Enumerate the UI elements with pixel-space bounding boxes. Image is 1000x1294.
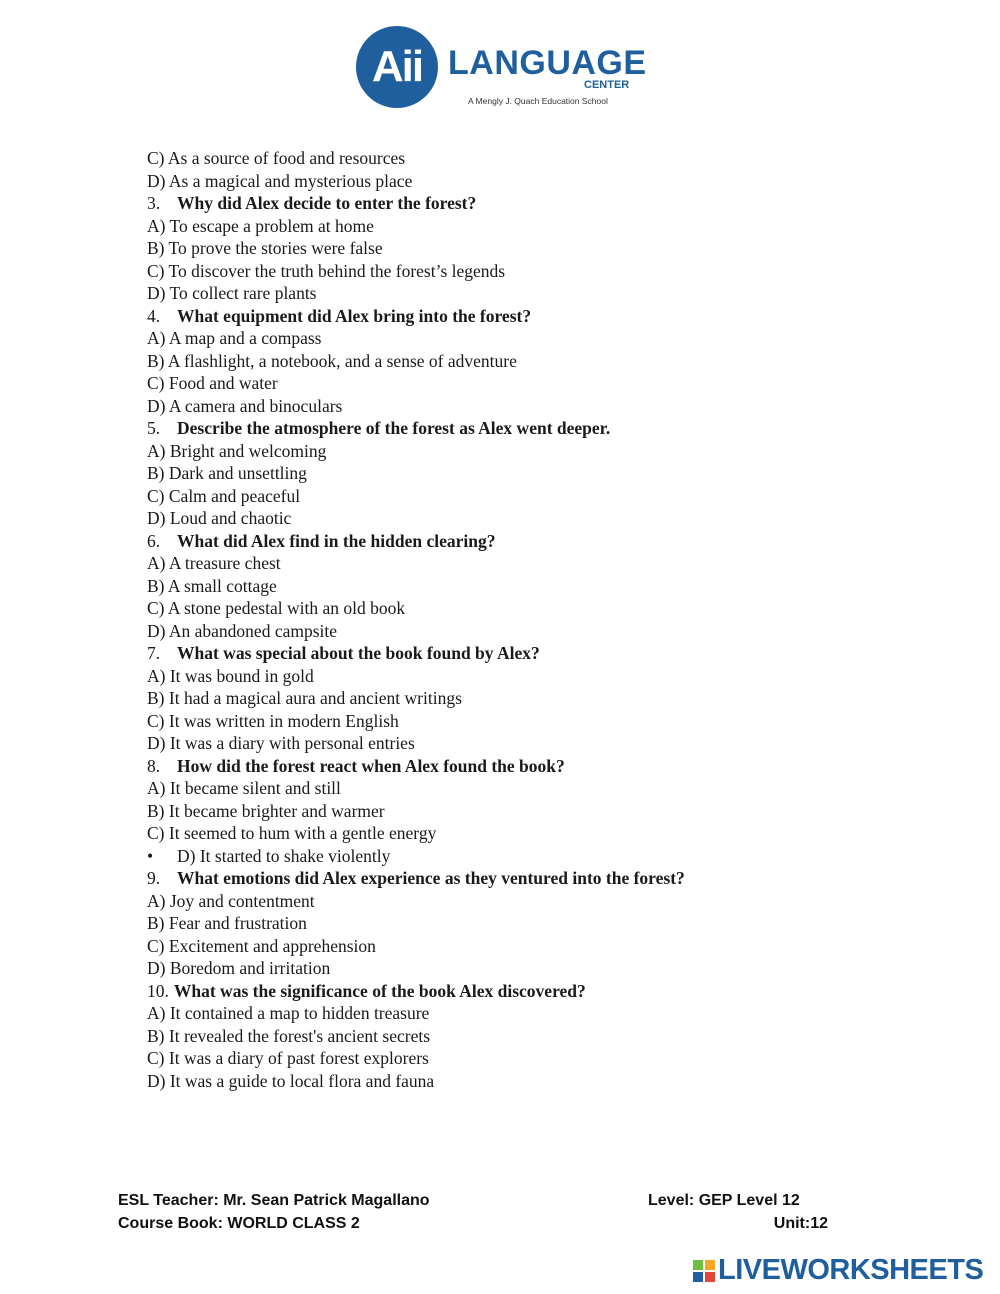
question-line <box>147 755 847 778</box>
answer-option: B) It had a magical aura and ancient writings <box>147 688 462 708</box>
unit-label: Unit:12 <box>773 1215 828 1232</box>
question-text: What emotions did Alex experience as they ventured into the forest? <box>177 868 685 888</box>
question-text: Describe the atmosphere of the forest as Alex went deeper. <box>177 418 611 438</box>
question-text: What was the significance of the book Alex discovered? <box>173 980 586 1001</box>
question-line <box>147 417 847 440</box>
bullet-icon: • <box>147 845 154 866</box>
question-number: 3. <box>147 193 161 213</box>
answer-option: D) As a magical and mysterious place <box>147 170 413 191</box>
answer-option: A) Joy and contentment <box>147 890 315 911</box>
question-line <box>147 980 847 1003</box>
answer-option: D) A camera and binoculars <box>147 395 343 416</box>
answer-option: A) A treasure chest <box>147 553 281 573</box>
level-label: Level: GEP Level 12 <box>648 1192 800 1209</box>
answer-option: B) It became brighter and warmer <box>147 800 385 821</box>
answer-option: B) A flashlight, a notebook, and a sense of adventure <box>147 350 517 371</box>
question-text: What equipment did Alex bring into the forest? <box>177 305 532 326</box>
question-text: What was special about the book found by Alex? <box>177 643 540 663</box>
liveworksheets-logo[interactable] <box>693 1253 983 1287</box>
answer-option: D) Boredom and irritation <box>147 958 331 978</box>
answer-option: A) It became silent and still <box>147 778 341 798</box>
question-text: Why did Alex decide to enter the forest? <box>177 193 477 213</box>
course-book-label: Course Book: WORLD CLASS 2 <box>118 1215 360 1232</box>
question-text: How did the forest react when Alex found the book? <box>177 755 565 776</box>
answer-option: D) It was a diary with personal entries <box>147 733 415 753</box>
language-center-logo <box>356 26 647 110</box>
liveworksheets-blocks-icon <box>693 1260 715 1282</box>
answer-option: A) It was bound in gold <box>147 665 314 686</box>
answer-option: C) A stone pedestal with an old book <box>147 598 406 618</box>
logo-tagline: A Mengly J. Quach Education School <box>468 96 608 106</box>
question-number: 4. <box>147 305 161 326</box>
question-number: 7. <box>147 643 161 663</box>
question-line <box>147 867 847 890</box>
answer-option: C) Excitement and apprehension <box>147 935 376 956</box>
question-line <box>147 192 847 215</box>
answer-option: C) Food and water <box>147 373 278 393</box>
answer-option: C) As a source of food and resources <box>147 148 406 168</box>
answer-option: B) To prove the stories were false <box>147 238 383 258</box>
logo-mark: Aii <box>356 26 438 108</box>
answer-option: A) To escape a problem at home <box>147 215 374 236</box>
question-number: 5. <box>147 418 161 438</box>
answer-option: C) To discover the truth behind the forest’s legends <box>147 260 506 281</box>
question-line <box>147 530 847 553</box>
answer-option: D) To collect rare plants <box>147 283 317 303</box>
question-number: 6. <box>147 530 161 551</box>
answer-option: A) A map and a compass <box>147 328 322 348</box>
answer-option: B) Dark and unsettling <box>147 463 307 483</box>
option-text: D) It started to shake violently <box>177 845 391 866</box>
answer-option: C) Calm and peaceful <box>147 485 301 506</box>
liveworksheets-wordmark: LIVEWORKSHEETS <box>718 1254 984 1286</box>
answer-option: C) It seemed to hum with a gentle energy <box>147 823 437 843</box>
answer-option: A) Bright and welcoming <box>147 440 327 461</box>
answer-option: D) An abandoned campsite <box>147 620 338 641</box>
answer-option: B) A small cottage <box>147 575 277 596</box>
question-number: 10. <box>147 980 169 1001</box>
question-number: 9. <box>147 868 161 888</box>
answer-option: D) Loud and chaotic <box>147 508 292 528</box>
answer-option: D) It was a guide to local flora and fauna <box>147 1070 435 1091</box>
answer-option: A) It contained a map to hidden treasure <box>147 1003 430 1023</box>
question-number: 8. <box>147 755 161 776</box>
answer-option: C) It was written in modern English <box>147 710 399 731</box>
question-line <box>147 642 847 665</box>
answer-option: B) Fear and frustration <box>147 913 307 933</box>
worksheet-footer <box>118 1189 828 1235</box>
answer-option: B) It revealed the forest's ancient secrets <box>147 1025 431 1046</box>
teacher-label: ESL Teacher: Mr. Sean Patrick Magallano <box>118 1192 430 1209</box>
logo-word: LANGUAGE <box>448 44 647 82</box>
logo-sub: CENTER <box>584 79 630 91</box>
answer-option <box>147 845 847 868</box>
question-line <box>147 305 847 328</box>
question-text: What did Alex find in the hidden clearing? <box>177 530 496 551</box>
answer-option: C) It was a diary of past forest explorers <box>147 1048 429 1068</box>
worksheet-questions <box>147 147 847 1092</box>
